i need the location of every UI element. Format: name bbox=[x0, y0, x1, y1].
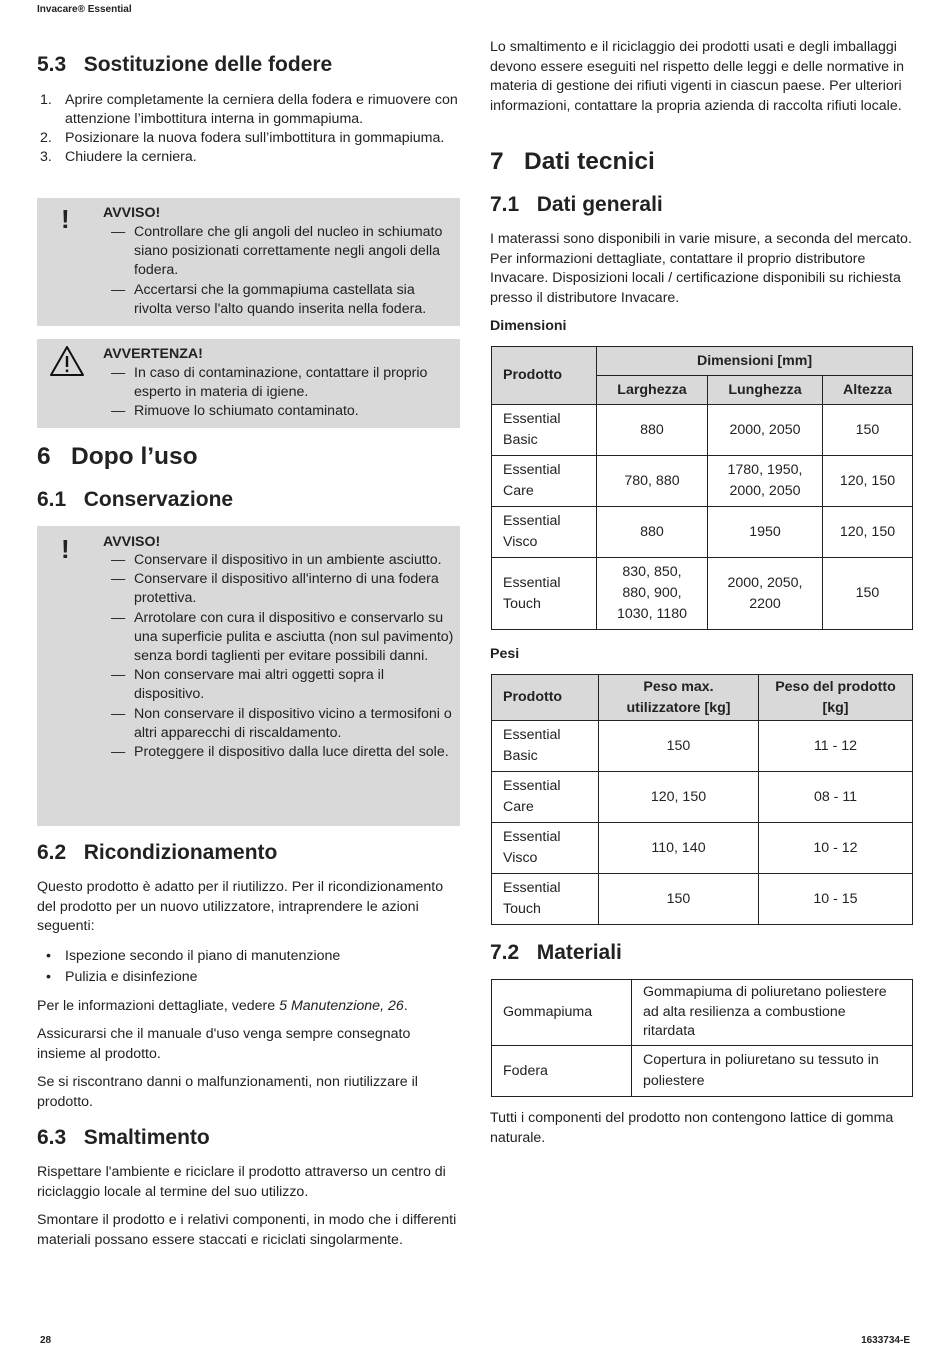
list-item: • Ispezione secondo il piano di manutenzione bbox=[46, 948, 341, 964]
weights-table bbox=[491, 674, 913, 925]
section-6-title: 6 Dopo l’uso bbox=[37, 443, 198, 470]
paragraph: Rispettare l'ambiente e riciclare il prodotto attraverso un centro di riciclaggio locale al termine del suo utilizzo. bbox=[37, 1164, 446, 1200]
table-caption-weights: Pesi bbox=[490, 646, 520, 662]
paragraph: Lo smaltimento e il riciclaggio dei prodotti usati e degli imballaggi devono essere eseguiti nel rispetto delle leggi e delle normative in materia di gestione dei rifiuti vigenti in ciascun paese. Per ulteriori informazioni, contattare la propria azienda di raccolta rifiuti locale. bbox=[490, 39, 905, 114]
notice-item: — Conservare il dispositivo all'interno di una fodera protettiva. bbox=[111, 571, 439, 607]
replacement-steps bbox=[37, 91, 460, 167]
section-7-1-title: 7.1 Dati generali bbox=[490, 193, 663, 216]
table-row: Gommapiuma Gommapiuma di poliuretano poliestere ad alta resilienza a combustione ritardata bbox=[492, 980, 913, 1046]
paragraph: Assicurarsi che il manuale d'uso venga sempre consegnato insieme al prodotto. bbox=[37, 1026, 411, 1062]
notice-item: — Rimuove lo schiumato contaminato. bbox=[111, 403, 359, 420]
table-row: Essential Visco 880 1950 120, 150 bbox=[492, 507, 913, 558]
section-6-2-title: 6.2 Ricondizionamento bbox=[37, 841, 278, 864]
section-5-3-title: 5.3 Sostituzione delle fodere bbox=[37, 53, 333, 76]
table-row: Essential Touch 150 10 - 15 bbox=[492, 874, 913, 925]
notice-list bbox=[111, 364, 454, 422]
list-item: • Pulizia e disinfezione bbox=[46, 969, 198, 985]
manual-link[interactable]: 5 Manutenzione, 26 bbox=[279, 998, 404, 1014]
notice-box-avvertenza bbox=[37, 339, 460, 428]
column-header: Dimensioni [mm] bbox=[597, 347, 913, 376]
table-row: Essential Visco 110, 140 10 - 12 bbox=[492, 823, 913, 874]
notice-box-avviso bbox=[37, 198, 460, 326]
column-header: Altezza bbox=[823, 376, 913, 405]
page-number: 28 bbox=[40, 1335, 52, 1346]
notice-item: — Arrotolare con cura il dispositivo e conservarlo su una superficie pulita e asciutta (non sul pavimento) senza bordi taglienti per evitare possibili danni. bbox=[111, 609, 454, 665]
column-header: Lunghezza bbox=[708, 376, 823, 405]
table-row: Fodera Copertura in poliuretano su tessuto in poliestere bbox=[492, 1046, 913, 1097]
section-6-3-title: 6.3 Smaltimento bbox=[37, 1126, 210, 1149]
exclamation-icon: ! bbox=[61, 204, 70, 234]
exclamation-icon: ! bbox=[61, 534, 70, 564]
paragraph: I materassi sono disponibili in varie misure, a seconda del mercato. Per informazioni dettagliate, contattare il proprio distributore Invacare. Disposizioni locali / certificazione disponibili su richiesta presso il distributore Invacare. bbox=[490, 231, 912, 306]
step-item: 1. Aprire completamente la cerniera della fodera e rimuovere con attenzione l’imbottitura interna in gommapiuma. bbox=[40, 92, 458, 127]
table-row: Essential Basic 150 11 - 12 bbox=[492, 721, 913, 772]
section-7-title: 7 Dati tecnici bbox=[490, 148, 655, 175]
notice-item: — In caso di contaminazione, contattare il proprio esperto in materia di igiene. bbox=[111, 365, 428, 401]
column-header: Peso max. utilizzatore [kg] bbox=[599, 675, 759, 721]
materials-table bbox=[491, 979, 913, 1097]
notice-item: — Non conservare il dispositivo vicino a termosifoni o altri apparecchi di riscaldamento. bbox=[111, 705, 452, 741]
column-header: Prodotto bbox=[492, 347, 597, 405]
notice-item: — Controllare che gli angoli del nucleo in schiumato siano posizionati correttamente negli angoli della fodera. bbox=[111, 224, 443, 279]
running-header: Invacare® Essential bbox=[37, 4, 132, 15]
notice-box-conservazione bbox=[37, 526, 460, 826]
warning-triangle-icon bbox=[49, 345, 85, 377]
table-row: Essential Basic 880 2000, 2050 150 bbox=[492, 405, 913, 456]
notice-title: AVVISO! bbox=[103, 205, 161, 221]
column-header: Prodotto bbox=[492, 675, 599, 721]
paragraph: Se si riscontrano danni o malfunzionamenti, non riutilizzare il prodotto. bbox=[37, 1074, 418, 1110]
table-caption-dimensions: Dimensioni bbox=[490, 318, 567, 334]
dimensions-table bbox=[491, 346, 913, 630]
column-header: Larghezza bbox=[597, 376, 708, 405]
notice-item: — Proteggere il dispositivo dalla luce diretta del sole. bbox=[111, 744, 449, 761]
notice-list bbox=[111, 551, 454, 762]
table-row: Essential Care 120, 150 08 - 11 bbox=[492, 772, 913, 823]
notice-title: AVVERTENZA! bbox=[103, 346, 203, 362]
notice-title: AVVISO! bbox=[103, 534, 161, 550]
paragraph: Questo prodotto è adatto per il riutilizzo. Per il ricondizionamento del prodotto per un nuovo utilizzatore, intraprendere le azioni seguenti: bbox=[37, 879, 444, 934]
notice-item: — Accertarsi che la gommapiuma castellata sia rivolta verso l'alto quando inserita nella fodera. bbox=[111, 281, 427, 317]
paragraph: Tutti i componenti del prodotto non contengono lattice di gomma naturale. bbox=[490, 1110, 894, 1146]
step-item: 3. Chiudere la cerniera. bbox=[40, 149, 197, 165]
step-item: 2. Posizionare la nuova fodera sull’imbottitura in gommapiuma. bbox=[40, 130, 445, 146]
document-id: 1633734-E bbox=[861, 1335, 910, 1346]
table-row: Essential Care 780, 880 1780, 1950, 2000, 2050 120, 150 bbox=[492, 456, 913, 507]
paragraph: Smontare il prodotto e i relativi componenti, in modo che i differenti materiali possano essere staccati e riciclati singolarmente. bbox=[37, 1212, 457, 1248]
bullet-list bbox=[37, 946, 460, 988]
section-6-1-title: 6.1 Conservazione bbox=[37, 488, 234, 511]
table-row: Essential Touch 830, 850, 880, 900, 1030, 1180 2000, 2050, 2200 150 bbox=[492, 558, 913, 630]
notice-item: — Conservare il dispositivo in un ambiente asciutto. bbox=[111, 552, 442, 568]
section-7-2-title: 7.2 Materiali bbox=[490, 941, 622, 964]
notice-list bbox=[111, 223, 454, 319]
column-header: Peso del prodotto [kg] bbox=[759, 675, 913, 721]
cross-reference: Per le informazioni dettagliate, vedere 5 Manutenzione, 26. bbox=[37, 998, 408, 1014]
notice-item: — Non conservare mai altri oggetti sopra il dispositivo. bbox=[111, 667, 384, 703]
